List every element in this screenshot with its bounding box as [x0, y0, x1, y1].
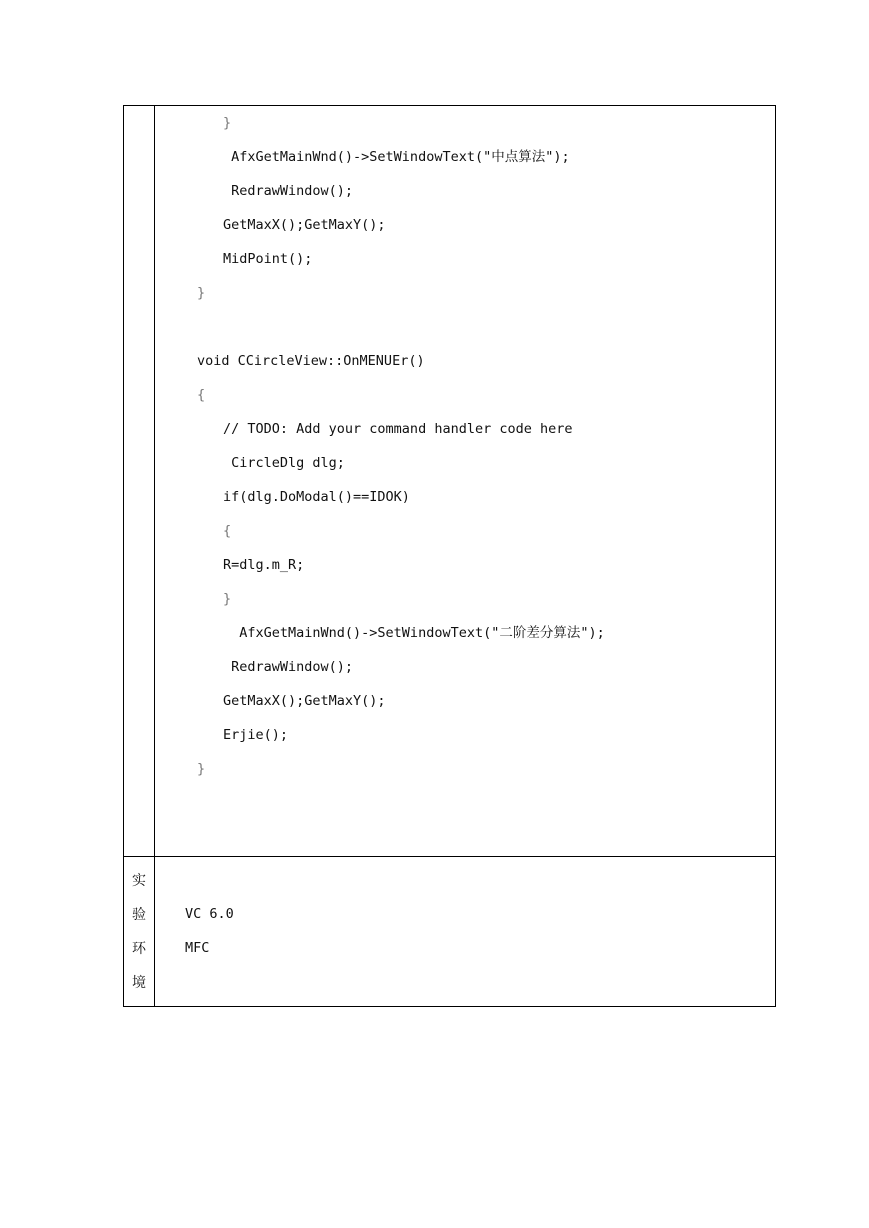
code-line: AfxGetMainWnd()->SetWindowText("中点算法"); — [223, 149, 570, 165]
environment-line: VC 6.0 — [185, 906, 234, 922]
code-line: Erjie(); — [223, 727, 289, 743]
code-line: AfxGetMainWnd()->SetWindowText("二阶差分算法"); — [223, 625, 605, 641]
environment-line: MFC — [185, 940, 210, 956]
code-line: CircleDlg dlg; — [223, 455, 345, 471]
code-line: void CCircleView::OnMENUEr() — [197, 353, 425, 369]
code-line: RedrawWindow(); — [223, 183, 354, 199]
environment-label-char: 环 — [132, 941, 146, 957]
code-line: // TODO: Add your command handler code here — [223, 421, 573, 437]
code-block — [155, 106, 775, 792]
code-line: GetMaxX();GetMaxY(); — [223, 693, 386, 709]
code-line: GetMaxX();GetMaxY(); — [223, 217, 386, 233]
code-line: { — [223, 523, 232, 539]
code-line: { — [197, 387, 206, 403]
environment-label-char: 境 — [132, 975, 146, 991]
code-line: R=dlg.m_R; — [223, 557, 305, 573]
code-row — [124, 106, 776, 857]
environment-content — [155, 857, 775, 967]
code-line: } — [197, 761, 206, 777]
code-cell — [155, 106, 776, 857]
code-line: } — [223, 115, 232, 131]
environment-label-char: 实 — [132, 873, 146, 889]
environment-content-cell — [155, 857, 776, 1007]
code-line — [155, 316, 775, 350]
code-line: if(dlg.DoModal()==IDOK) — [223, 489, 410, 505]
environment-label-char: 验 — [132, 907, 146, 923]
code-line: RedrawWindow(); — [223, 659, 354, 675]
code-line: } — [223, 591, 232, 607]
document-table — [123, 105, 776, 1007]
code-label-cell — [124, 106, 155, 857]
environment-label-cell — [124, 857, 155, 1007]
environment-label — [124, 857, 154, 1003]
code-line: MidPoint(); — [223, 251, 313, 267]
environment-row — [124, 857, 776, 1007]
code-line: } — [197, 285, 206, 301]
